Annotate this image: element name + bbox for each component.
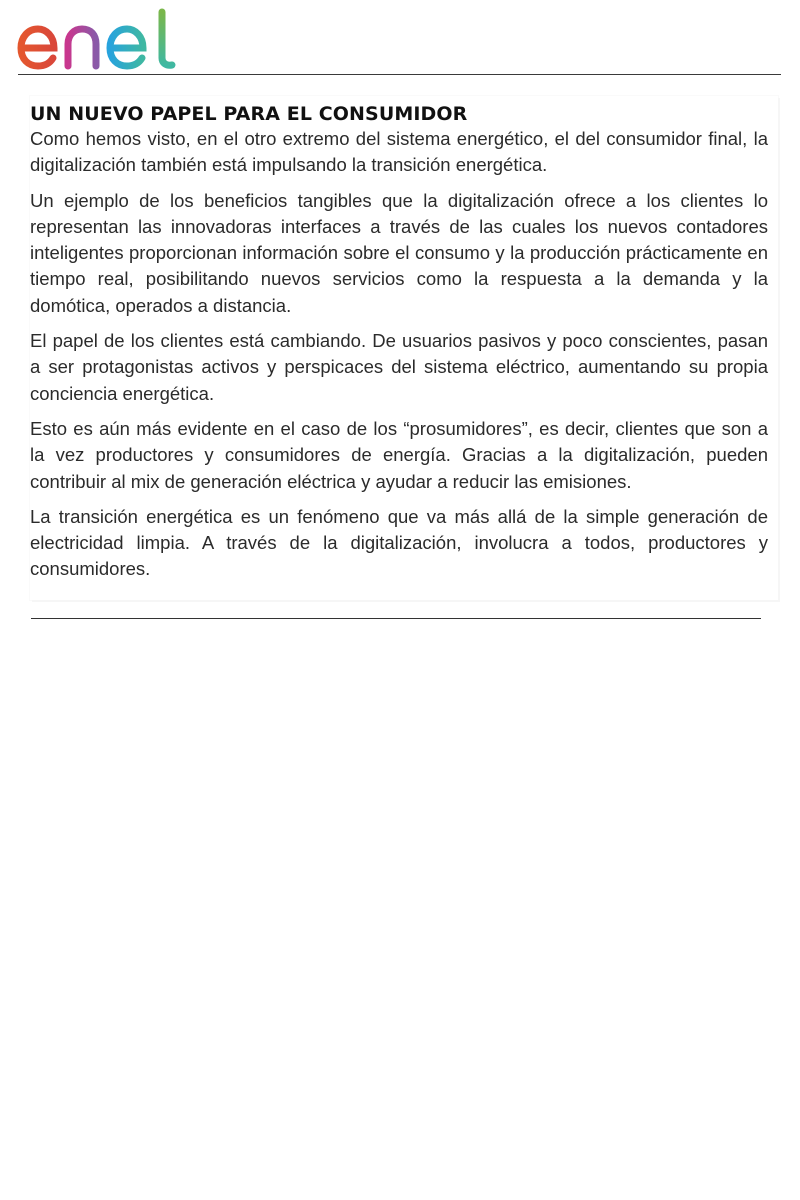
page-header <box>0 0 800 76</box>
enel-logo <box>16 8 181 70</box>
header-divider <box>18 74 781 75</box>
article-paragraph-5: La transición energética es un fenómeno que va más allá de la simple generación de electricidad limpia. A través de la digitalización, involucra a todos, productores y consumidores. <box>30 505 768 580</box>
article-paragraph-2: Un ejemplo de los beneficios tangibles que la digitalización ofrece a los clientes lo representan las innovadoras interfaces a través de las cuales los nuevos contadores inteligentes proporcionan información sobre el consumo y la producción prácticamente en tiempo real, posibilitando nuevos servicios como la respuesta a la demanda y la domótica, operados a distancia. <box>30 189 768 316</box>
article-card <box>30 96 778 600</box>
article-paragraph-1: Como hemos visto, en el otro extremo del sistema energético, el del consumidor final, la digitalización también está impulsando la transición energética. <box>30 128 768 176</box>
article-title: UN NUEVO PAPEL PARA EL CONSUMIDOR <box>30 103 468 125</box>
article-paragraph-4: Esto es aún más evidente en el caso de los “prosumidores”, es decir, clientes que son a la vez productores y consumidores de energía. Gracias a la digitalización, pueden contribuir al mix de generación eléctrica y ayudar a reducir las emisiones. <box>30 417 768 492</box>
article-paragraph-3: El papel de los clientes está cambiando. De usuarios pasivos y poco conscientes, pasan a ser protagonistas activos y perspicaces del sistema eléctrico, aumentando su propia conciencia energética. <box>30 330 768 404</box>
footer-divider <box>31 618 761 619</box>
